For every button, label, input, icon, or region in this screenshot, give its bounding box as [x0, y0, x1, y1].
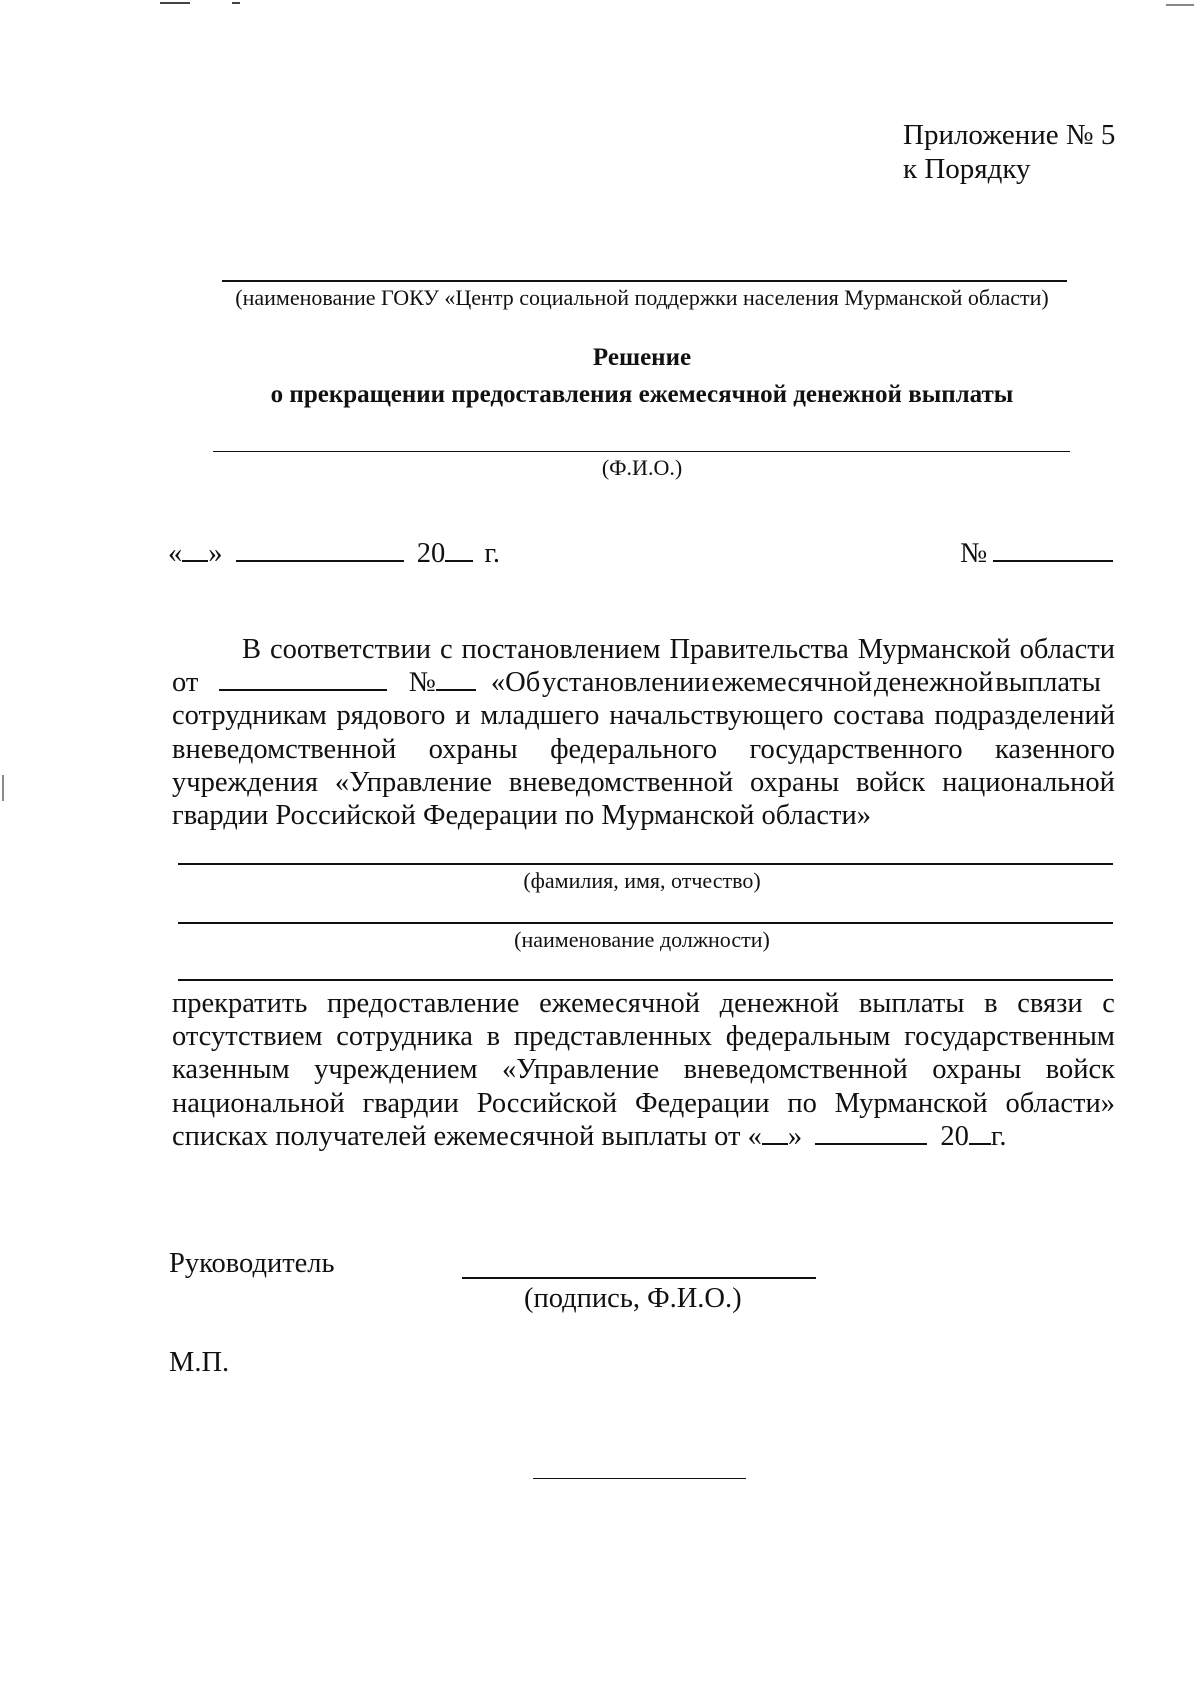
word: В: [242, 634, 262, 665]
position-line: [178, 922, 1113, 924]
word: выплаты: [995, 667, 1101, 699]
word: начальствующего: [609, 700, 824, 732]
word: государственного: [749, 733, 963, 765]
word: Мурманской: [857, 634, 1011, 665]
word: области»: [1005, 1087, 1115, 1119]
word: вневедомственной: [172, 733, 397, 765]
paragraph-line: [172, 766, 1115, 799]
paragraph-decision: прекратить предоставление ежемесячной денежной выплаты в связи с отсутствием сотрудника в представленных федеральным государственным казенным учреждением «Управление вневедомственной охраны войск национальной гвардии Российской Федерации по Мурманской области» списках получателей ежемесячной выплаты от « » 20 г.: [172, 988, 1115, 1152]
word: соответствии: [269, 634, 431, 665]
word: учреждения: [172, 766, 318, 798]
word: подразделений: [934, 700, 1115, 732]
paragraph-line: [172, 987, 1115, 1020]
word: охраны: [932, 1054, 1022, 1086]
word: денежной: [874, 667, 994, 699]
fio-line: [213, 451, 1070, 452]
word: вневедомственной: [508, 766, 734, 798]
org-name-caption: (наименование ГОКУ «Центр социальной поддержки населения Мурманской области): [235, 285, 1049, 310]
fio-caption: (Ф.И.О.): [601, 455, 683, 480]
word: в: [984, 988, 998, 1019]
seal-placeholder: М.П.: [169, 1347, 230, 1378]
word: денежной: [719, 988, 840, 1019]
word: сотрудника: [336, 1021, 473, 1053]
word: учреждением: [314, 1054, 478, 1086]
word: войск: [1045, 1054, 1115, 1086]
word: младшего: [480, 700, 600, 732]
word: «Управление: [502, 1054, 660, 1086]
word: казенным: [172, 1054, 290, 1086]
word: войск: [856, 766, 926, 798]
word: выплаты: [858, 988, 965, 1019]
word: рядового: [336, 700, 446, 732]
date-field: « » 20 г.: [168, 538, 500, 569]
word: отсутствием: [172, 1021, 323, 1053]
signature-role: Руководитель: [169, 1248, 335, 1279]
word: вневедомственной: [683, 1054, 908, 1086]
word: сотрудникам: [172, 700, 327, 732]
scan-artifact: [160, 2, 190, 4]
paragraph-line: [172, 699, 1115, 732]
org-name-line: [222, 280, 1067, 282]
word: казенного: [994, 733, 1115, 765]
appendix-number: Приложение № 5: [903, 119, 1116, 151]
word: Федерации: [634, 1087, 770, 1119]
extra-line: [178, 979, 1113, 981]
appendix-reference: к Порядку: [903, 153, 1031, 185]
word: установлении: [542, 667, 710, 699]
word: области: [1019, 634, 1115, 665]
word: государственным: [904, 1021, 1115, 1053]
word: постановлением: [461, 634, 661, 665]
word: национальной: [942, 766, 1115, 798]
word: состава: [833, 700, 925, 732]
paragraph-line: [172, 1053, 1115, 1086]
word: ежемесячной: [711, 667, 873, 699]
appendix-header: [903, 118, 1115, 186]
word: с: [1102, 988, 1115, 1019]
paragraph-line: [172, 1020, 1115, 1053]
document-subtitle: о прекращении предоставления ежемесячной денежной выплаты: [270, 381, 1014, 408]
resolution-title-start: [491, 666, 1101, 699]
word: охраны: [428, 733, 518, 765]
scan-artifact: [232, 2, 240, 4]
position-caption: (наименование должности): [514, 927, 770, 952]
word: с: [439, 634, 453, 665]
full-name-caption: (фамилия, имя, отчество): [523, 868, 761, 893]
word: и: [455, 700, 471, 732]
word: «Об: [490, 667, 541, 699]
paragraph-line: [172, 1087, 1115, 1120]
word: в: [486, 1021, 501, 1053]
decision-number-field: №: [960, 538, 1113, 570]
word: Российской: [476, 1087, 618, 1119]
scan-artifact: [2, 775, 4, 801]
word: прекратить: [172, 988, 308, 1019]
signature-caption: (подпись, Ф.И.О.): [524, 1283, 742, 1314]
scan-artifact: [1166, 4, 1194, 6]
document-title: Решение: [592, 344, 692, 371]
paragraph-line: [172, 633, 1115, 666]
word: Правительства: [669, 634, 849, 665]
word: ежемесячной: [539, 988, 700, 1019]
word: предоставление: [327, 988, 520, 1019]
full-name-line: [178, 863, 1113, 865]
word: федеральным: [725, 1021, 891, 1053]
word: охраны: [750, 766, 840, 798]
word: федерального: [550, 733, 718, 765]
paragraph-line: [172, 733, 1115, 766]
paragraph-basis: В соответствии с постановлением Правительства Мурманской области от № «Об установлении ежемесячной денежной выплаты сотрудникам рядового и младшего начальствующего состава подразделений вневедомственной охраны федерального государственного казенного учреждения «Управление вневедомственной охраны войск национальной гвардии Российской Федерации по Мурманской области»: [172, 634, 1115, 831]
word: национальной: [172, 1087, 345, 1119]
word: представленных: [513, 1021, 713, 1053]
word: гвардии: [362, 1087, 459, 1119]
word: связи: [1017, 988, 1083, 1019]
footer-rule: [533, 1478, 746, 1479]
word: «Управление: [334, 766, 493, 798]
word: Мурманской: [834, 1087, 988, 1119]
signature-line: [462, 1277, 816, 1279]
word: по: [787, 1087, 817, 1119]
